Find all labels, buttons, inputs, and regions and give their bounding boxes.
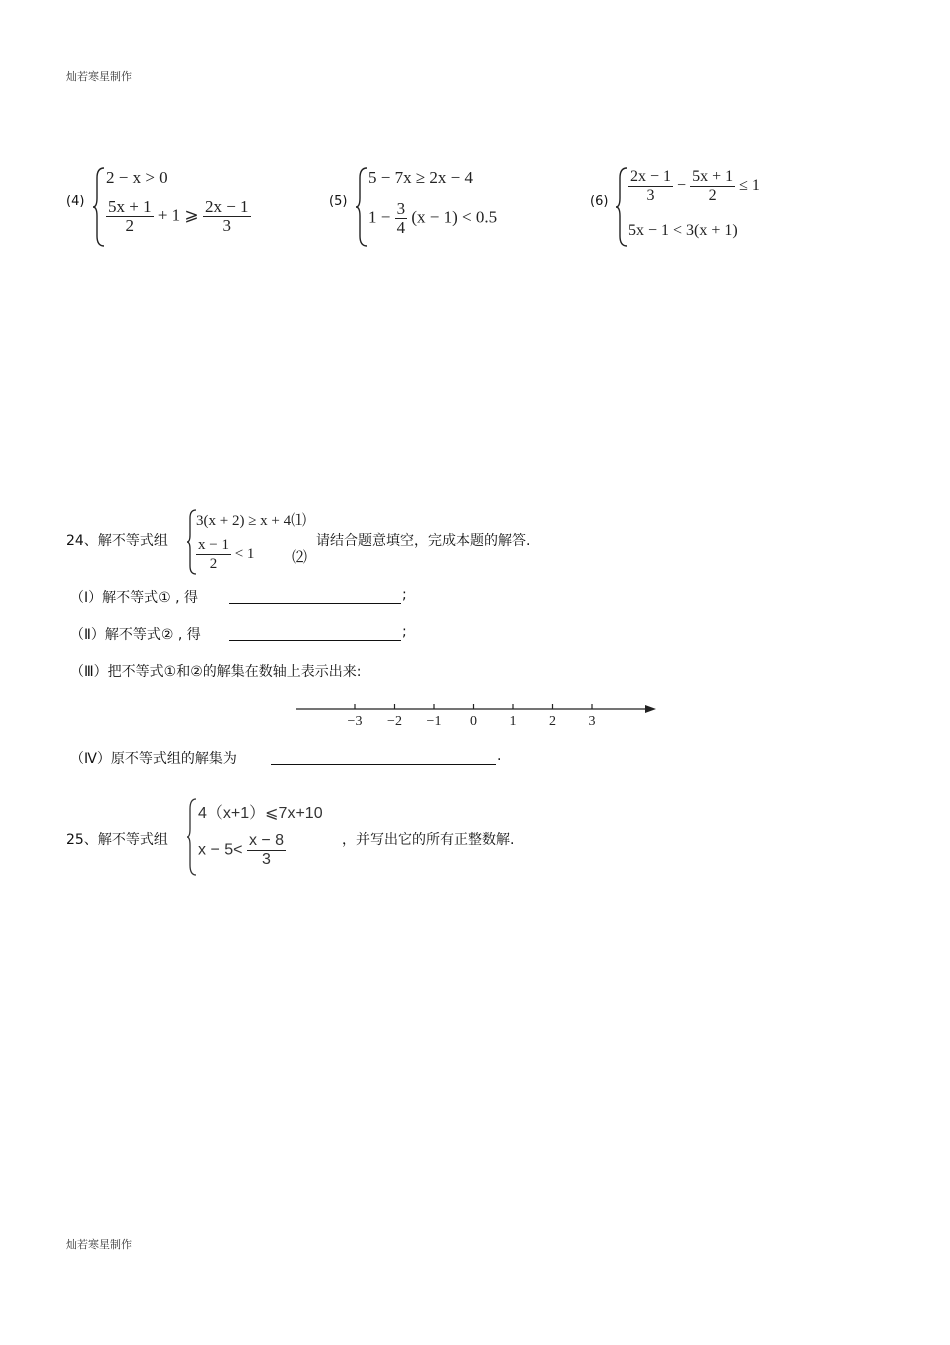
q25-line-2: [198, 832, 286, 869]
problem-4-line-1: 2 − x > 0: [106, 168, 168, 187]
page-footer: 灿若寒星制作: [66, 1238, 132, 1251]
problem-4-frac1-den: 2: [125, 216, 135, 235]
q24-answer-blank-4[interactable]: [271, 750, 496, 765]
q24-suffix: 请结合题意填空，完成本题的解答.: [316, 533, 531, 549]
q24-answer-blank-1[interactable]: [229, 589, 401, 604]
problem-4-frac1-num: 5x + 1: [108, 197, 152, 216]
problem-4-frac2-den: 3: [222, 216, 231, 235]
q24-step-4: （Ⅳ）原不等式组的解集为: [70, 751, 237, 767]
number-line-arrow: [645, 705, 656, 713]
number-line-tick-label: 1: [509, 714, 517, 729]
q24-frac-num: x − 1: [198, 537, 229, 553]
q24-answer-blank-2[interactable]: [229, 626, 401, 641]
q24-tag-2: ⑵: [292, 550, 308, 566]
q25-frac-num: x − 8: [248, 832, 285, 849]
problem-6-frac1-num: 2x − 1: [630, 168, 672, 185]
q25-line-1: 4（x+1）⩽7x+10: [198, 805, 323, 822]
problem-4-label: (4): [66, 194, 85, 209]
problem-5-frac-den: 4: [396, 218, 406, 237]
problem-5-pre: 1 −: [368, 207, 391, 227]
problem-4-brace: [92, 166, 106, 248]
problem-5-label: (5): [329, 194, 348, 209]
q25-suffix: ，并写出它的所有正整数解.: [342, 832, 515, 848]
q24-line-1: 3(x + 2) ≥ x + 4⑴: [196, 513, 307, 529]
problem-6-label: (6): [590, 194, 609, 209]
problem-6-mid: −: [677, 177, 687, 195]
q24-frac-den: 2: [209, 556, 218, 572]
q24-post: < 1: [234, 545, 255, 562]
problem-5-brace: [355, 166, 369, 248]
q24-step-3: （Ⅲ）把不等式①和②的解集在数轴上表示出来:: [70, 664, 362, 680]
q24-step-1-end: ;: [402, 587, 407, 603]
q24-step-4-end: .: [497, 748, 502, 764]
q25-frac-den: 3: [262, 851, 271, 868]
problem-6-brace: [615, 166, 629, 248]
problem-6-frac1-den: 3: [646, 187, 655, 204]
problem-5-line-2: [368, 200, 497, 237]
problem-6-line-2: 5x − 1 < 3(x + 1): [628, 222, 738, 239]
number-line-tick-label: 0: [470, 714, 477, 729]
problem-4-frac2-num: 2x − 1: [204, 197, 249, 216]
problem-5-frac-num: 3: [396, 199, 406, 218]
problem-5-line-1: 5 − 7x ≥ 2x − 4: [368, 168, 474, 187]
q24-prefix: 24、解不等式组: [66, 533, 168, 549]
q25-prefix: 25、解不等式组: [66, 832, 168, 848]
q24-line-2: [196, 536, 254, 573]
number-line: [290, 698, 662, 730]
number-line-tick-label: 2: [549, 714, 556, 729]
q24-step-2: （Ⅱ）解不等式② , 得: [70, 627, 201, 643]
number-line-tick-label: 3: [588, 714, 596, 729]
problem-4-mid: + 1 ⩾: [157, 205, 199, 225]
q24-step-2-end: ;: [402, 624, 407, 640]
number-line-tick-label: −2: [387, 714, 402, 729]
problem-6-frac2-den: 2: [708, 187, 717, 204]
problem-6-frac2-num: 5x + 1: [692, 168, 734, 185]
number-line-tick-label: −3: [347, 714, 363, 729]
problem-4-line-2: [106, 198, 251, 235]
number-line-tick-label: −1: [426, 714, 442, 729]
problem-6-post: ≤ 1: [739, 177, 760, 195]
problem-6-line-1: [628, 168, 760, 205]
q24-step-1: （Ⅰ）解不等式① , 得: [70, 590, 199, 606]
problem-5-post: (x − 1) < 0.5: [411, 207, 498, 227]
page-header: 灿若寒星制作: [66, 70, 132, 83]
q25-pre: x − 5<: [198, 841, 243, 859]
q25-brace: [186, 797, 198, 877]
